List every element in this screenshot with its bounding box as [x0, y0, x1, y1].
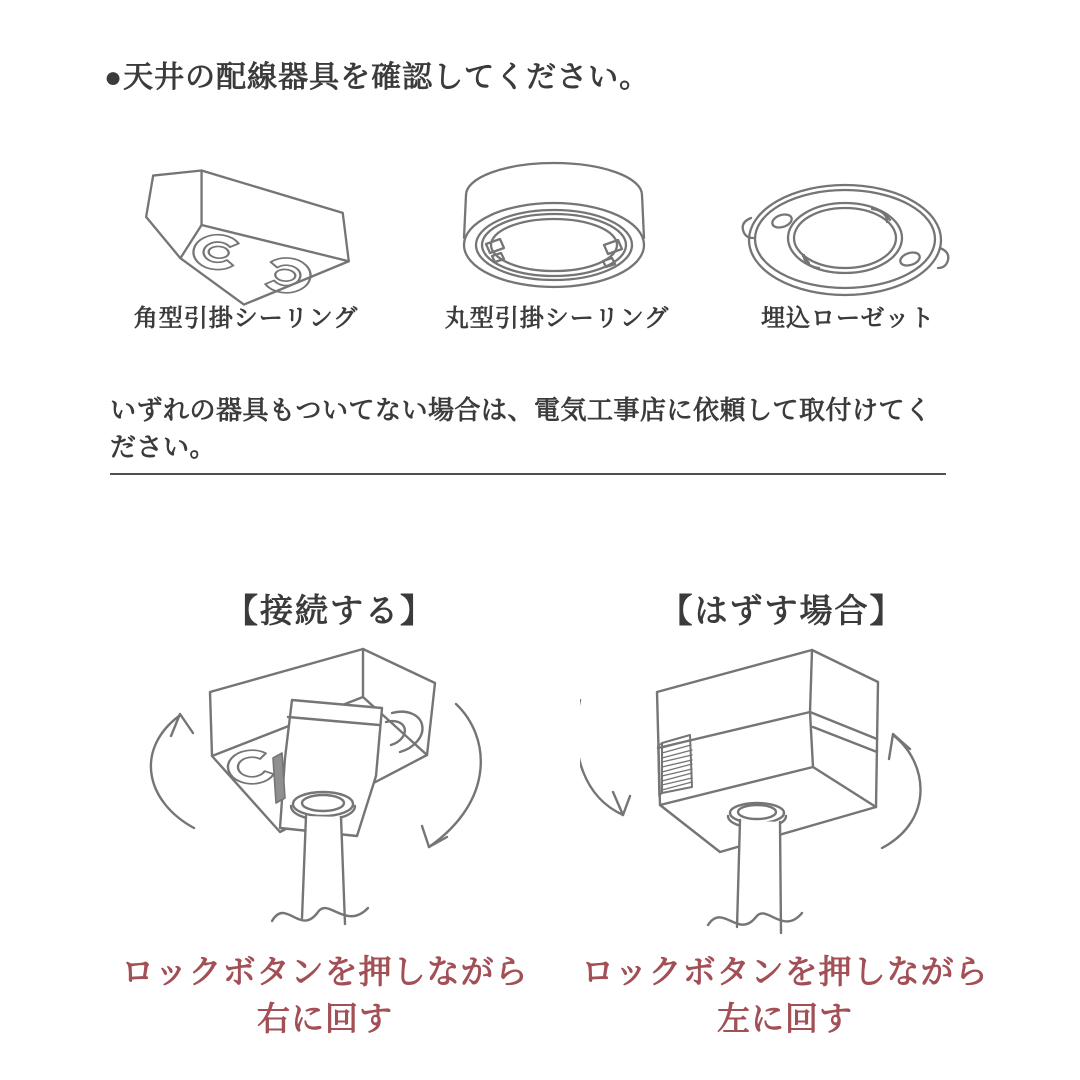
square-hook-ceiling-body-icon [133, 150, 375, 312]
caption-connect-line1: ロックボタンを押しながら [121, 953, 529, 990]
lock-button-hatching [662, 740, 692, 790]
section-heading-disconnect: 【はずす場合】 [659, 592, 905, 629]
recessed-rosette-icon [737, 168, 957, 318]
fixture-label-round: 丸型引掛シーリング [444, 305, 670, 332]
disconnect-lines [580, 650, 921, 933]
notice-text: いずれの器具もついてない場合は、電気工事店に依頼して取付けてください。 [110, 390, 946, 475]
caption-disconnect [575, 948, 995, 1042]
lock-button-connect [273, 753, 285, 803]
caption-connect [115, 948, 535, 1042]
round-hook-ceiling-body-icon [442, 150, 682, 310]
connect-illustration [130, 640, 495, 940]
caption-disconnect-line1: ロックボタンを押しながら [581, 953, 989, 990]
disconnect-illustration [580, 640, 965, 940]
square-fixture-lines [146, 171, 349, 305]
page-title: ●天井の配線器具を確認してください。 [104, 61, 651, 94]
caption-disconnect-line2: 左に回す [717, 1000, 853, 1037]
section-heading-connect: 【接続する】 [225, 592, 435, 629]
fixture-label-square: 角型引掛シーリング [133, 305, 359, 332]
connect-lines [151, 649, 481, 924]
fixture-label-rosette: 埋込ローゼット [760, 305, 936, 332]
rosette-lines [743, 185, 949, 295]
round-fixture-lines [464, 163, 644, 287]
caption-connect-line2: 右に回す [257, 1000, 393, 1037]
